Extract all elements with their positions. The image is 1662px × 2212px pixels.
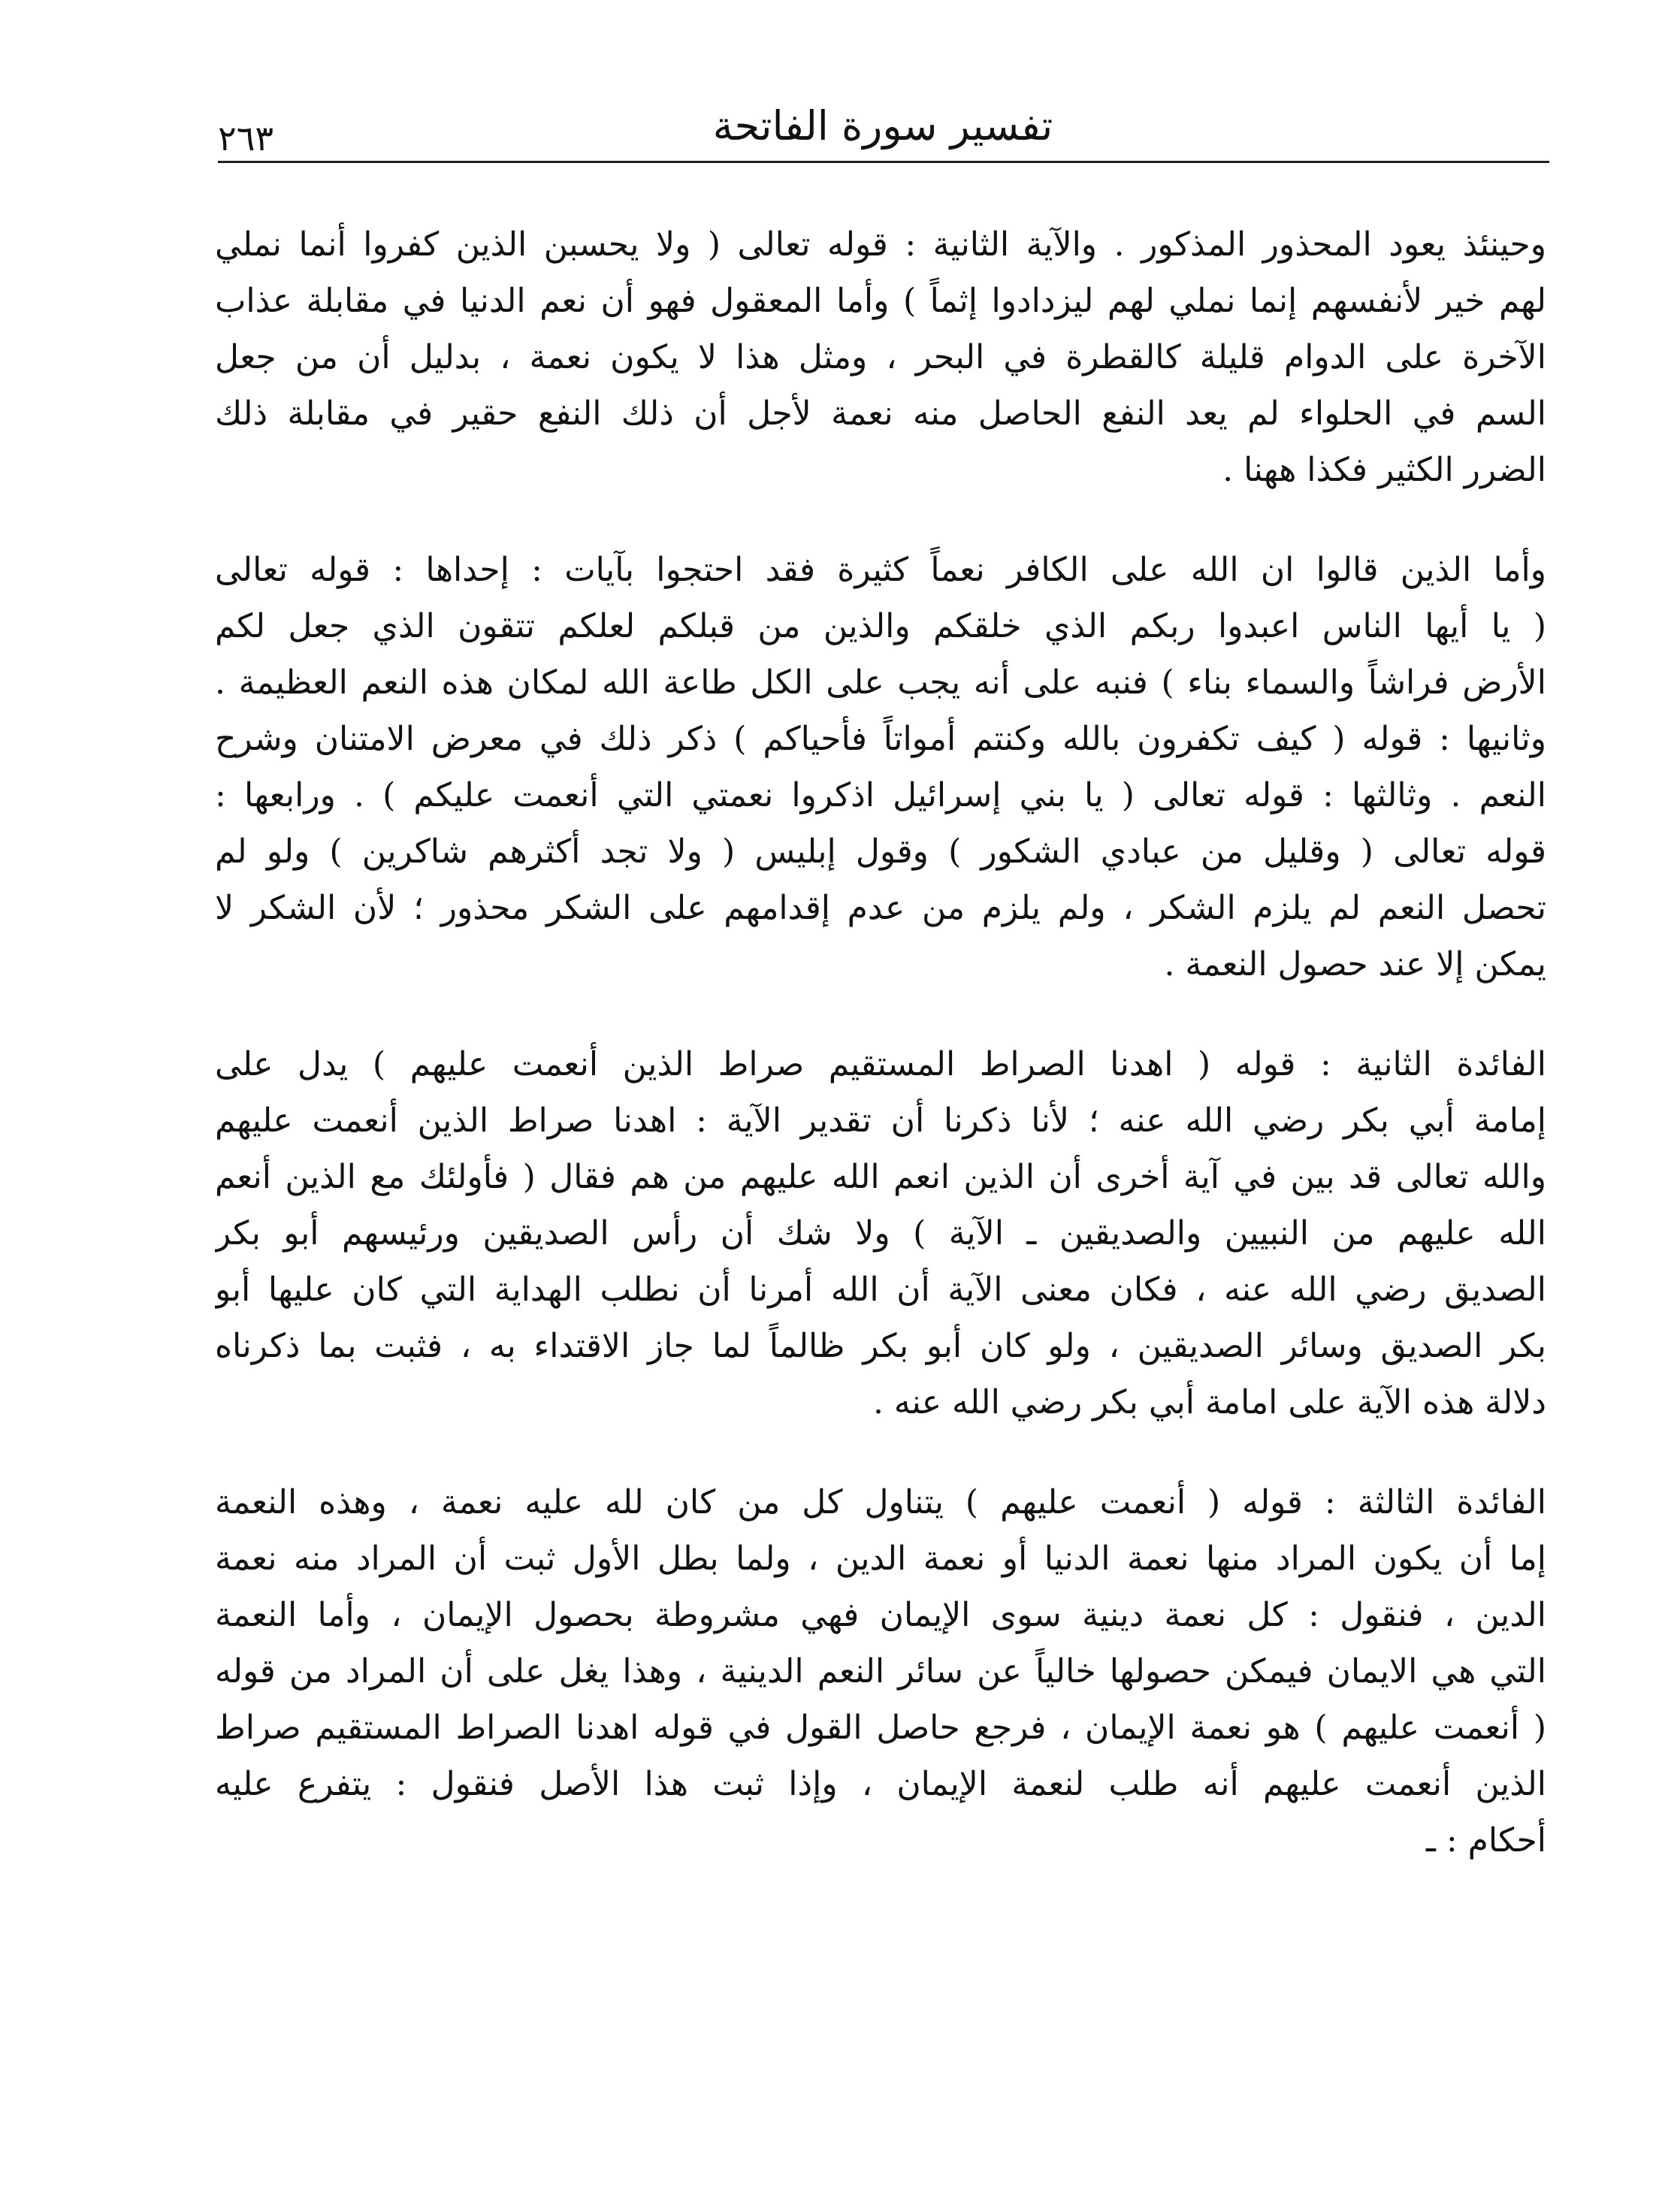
page-number: ٢٦٣ [218, 118, 274, 159]
paragraph-4 [215, 1474, 1546, 1869]
text-line: دلالة هذه الآية على امامة أبي بكر رضي الله عنه . [872, 1383, 1546, 1422]
text-line: إمامة أبي بكر رضي الله عنه ؛ لأنا ذكرنا أن تقدير الآية : اهدنا صراط الذين أنعمت عليهم [215, 1101, 1546, 1140]
body-text [215, 216, 1546, 2125]
header-rule [218, 161, 1549, 163]
text-line: وأما الذين قالوا ان الله على الكافر نعماً كثيرة فقد احتجوا بآيات : إحداها : قوله تعالى [215, 551, 1546, 589]
text-line: الصديق رضي الله عنه ، فكان معنى الآية أن الله أمرنا أن نطلب الهداية التي كان عليها أبو [215, 1271, 1546, 1309]
text-line: الفائدة الثالثة : قوله ( أنعمت عليهم ) يتناول كل من كان لله عليه نعمة ، وهذه النعمة [215, 1483, 1546, 1522]
text-line: الله عليهم من النبيين والصديقين ـ الآية ) ولا شك أن رأس الصديقين ورئيسهم أبو بكر [215, 1214, 1546, 1253]
text-line: الأرض فراشاً والسماء بناء ) فنبه على أنه يجب على الكل طاعة الله لمكان هذه النعم العظيمة . [215, 663, 1546, 702]
text-line: يمكن إلا عند حصول النعمة . [1164, 945, 1546, 984]
text-line: الضرر الكثير فكذا ههنا . [1222, 451, 1546, 489]
text-line: لهم خير لأنفسهم إنما نملي لهم ليزدادوا إثماً ) وأما المعقول فهو أن نعم الدنيا في مقابلة عذاب [215, 282, 1546, 320]
paragraph-3 [215, 1036, 1546, 1431]
text-line: قوله تعالى ( وقليل من عبادي الشكور ) وقول إبليس ( ولا تجد أكثرهم شاكرين ) ولو لم [215, 833, 1546, 871]
text-line: ( أنعمت عليهم ) هو نعمة الإيمان ، فرجع حاصل القول في قوله اهدنا الصراط المستقيم صراط [215, 1709, 1546, 1747]
text-line: وثانيها : قوله ( كيف تكفرون بالله وكنتم أمواتاً فأحياكم ) ذكر ذلك في معرض الامتنان وشرح [215, 720, 1546, 758]
text-line: السم في الحلواء لم يعد النفع الحاصل منه نعمة لأجل أن ذلك النفع حقير في مقابلة ذلك [215, 394, 1546, 433]
text-line: الفائدة الثانية : قوله ( اهدنا الصراط المستقيم صراط الذين أنعمت عليهم ) يدل على [215, 1045, 1546, 1083]
page-header [218, 96, 1548, 161]
text-line: بكر الصديق وسائر الصديقين ، ولو كان أبو بكر ظالماً لما جاز الاقتداء به ، فثبت بما ذكرناه [215, 1327, 1546, 1365]
text-line: والله تعالى قد بين في آية أخرى أن الذين انعم الله عليهم من هم فقال ( فأولئك مع الذين أنعم [215, 1158, 1546, 1196]
running-title: تفسير سورة الفاتحة [712, 102, 1053, 150]
text-line: أحكام : ـ [1425, 1821, 1546, 1860]
paragraph-2 [215, 542, 1546, 993]
text-line: وحينئذ يعود المحذور المذكور . والآية الثانية : قوله تعالى ( ولا يحسبن الذين كفروا أنما نملي [215, 225, 1546, 264]
text-line: إما أن يكون المراد منها نعمة الدنيا أو نعمة الدين ، ولما بطل الأول ثبت أن المراد منه نعمة [215, 1540, 1546, 1578]
text-line: الآخرة على الدوام قليلة كالقطرة في البحر ، ومثل هذا لا يكون نعمة ، بدليل أن من جعل [215, 338, 1546, 376]
text-line: تحصل النعم لم يلزم الشكر ، ولم يلزم من عدم إقدامهم على الشكر محذور ؛ لأن الشكر لا [215, 889, 1546, 927]
text-line: التي هي الايمان فيمكن حصولها خالياً عن سائر النعم الدينية ، وهذا يغل على أن المراد من قوله [215, 1652, 1546, 1691]
text-line: الذين أنعمت عليهم أنه طلب لنعمة الإيمان ، وإذا ثبت هذا الأصل فنقول : يتفرع عليه [215, 1765, 1546, 1803]
paragraph-1 [215, 216, 1546, 498]
text-line: ( يا أيها الناس اعبدوا ربكم الذي خلقكم والذين من قبلكم لعلكم تتقون الذي جعل لكم [215, 607, 1546, 645]
text-line: الدين ، فنقول : كل نعمة دينية سوى الإيمان فهي مشروطة بحصول الإيمان ، وأما النعمة [215, 1596, 1546, 1634]
text-line: النعم . وثالثها : قوله تعالى ( يا بني إسرائيل اذكروا نعمتي التي أنعمت عليكم ) . ورابعها : [215, 776, 1546, 814]
